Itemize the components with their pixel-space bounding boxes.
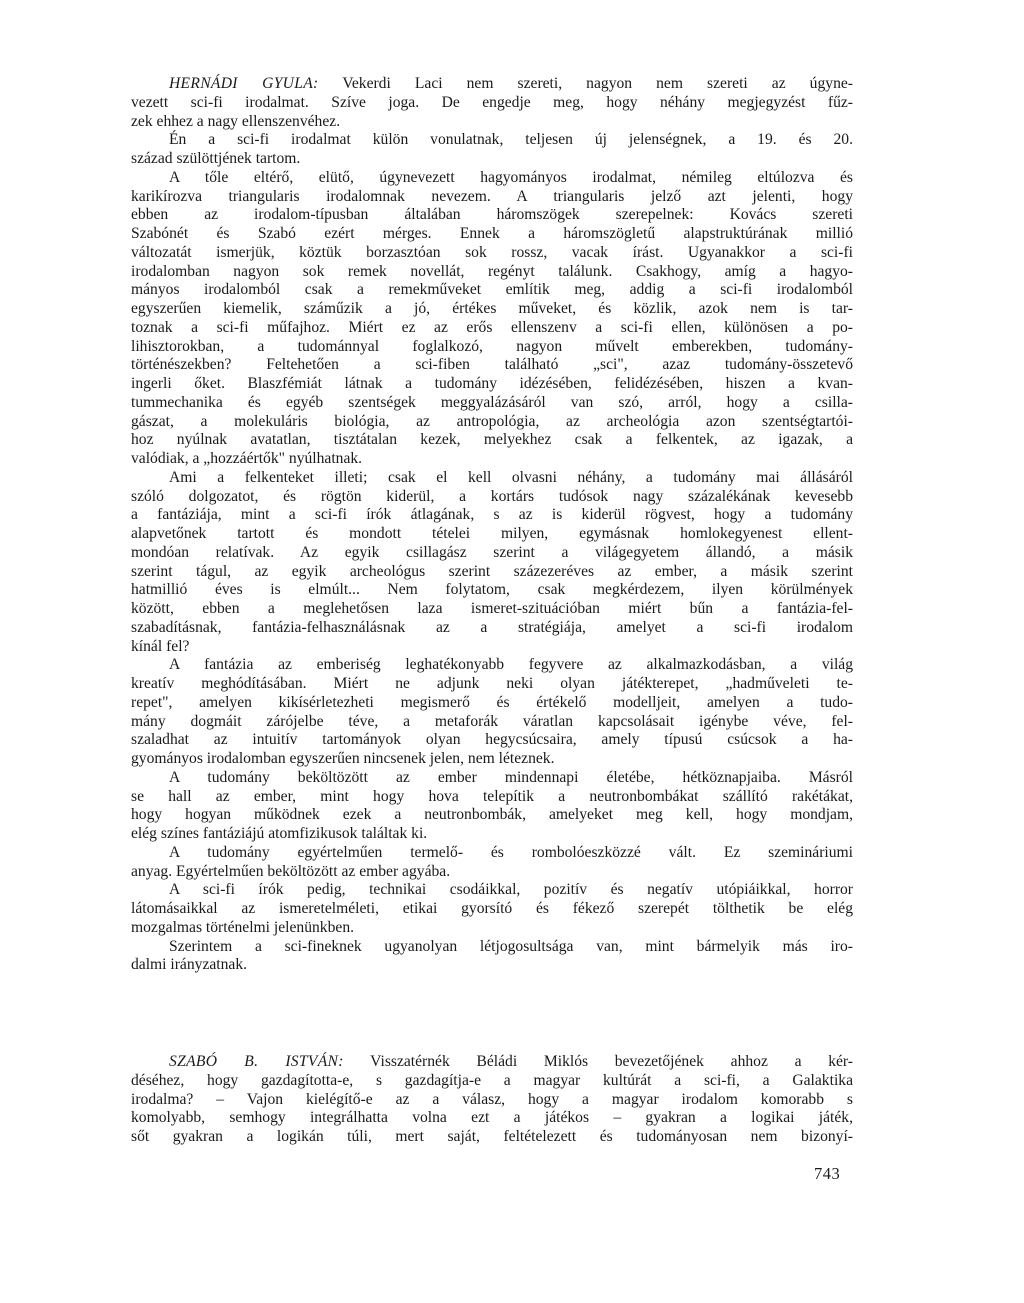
paragraph-line: a fantáziája, mint a sci-fi írók átlagának, s az is kiderül rögvest, hogy a tudomány [131, 506, 853, 524]
paragraph-line: A tőle eltérő, elütő, úgynevezett hagyományos irodalmat, némileg eltúlozva és [169, 168, 853, 186]
paragraph-line: egyszerűen kiemelik, száműzik a jó, értékes műveket, és közlik, azok nem is tar- [131, 300, 853, 317]
paragraph-line: kreatív meghódításában. Miért ne adjunk neki olyan játékterepet, „hadműveleti te- [131, 675, 853, 692]
paragraph-line: mozgalmas történelmi jelenünkben. [131, 918, 355, 936]
paragraph-line: mányos irodalomból csak a remekműveket említik meg, addig a sci-fi irodalomból [131, 281, 853, 299]
paragraph-line: ebben az irodalom-típusban általában háromszögek szerepelnek: Kovács szereti [131, 206, 853, 224]
paragraph-line: mány dogmáit zárójelbe téve, a metaforák váratlan kapcsolásait igénybe véve, fel- [131, 712, 853, 730]
paragraph-line: látomásaikkal az ismeretelméleti, etikai gyorsító és fékező szerepét tölthetik be elég [131, 900, 853, 917]
paragraph-line: szaladhat az intuitív tartományok olyan hegycsúcsaira, amely típusú csúcsok a ha- [131, 731, 853, 749]
paragraph-line: alapvetőnek tartott és mondott tételei milyen, egymásnak homlokegyenest ellent- [131, 525, 853, 542]
paragraph-line: változatát ismerjük, köztük borzasztóan sok rossz, vacak írást. Ugyanakkor a sci-fi [131, 243, 853, 261]
paragraph-line: SZABÓ B. ISTVÁN: Visszatérnék Béládi Miklós bevezetőjének ahhoz a kér- [169, 1053, 853, 1070]
paragraph-line: elég színes fantáziájú atomfizikusok találtak ki. [131, 825, 428, 842]
paragraph-line: Szerintem a sci-fineknek ugyanolyan létjogosultsága van, mint bármelyik más iro- [169, 937, 853, 955]
paragraph-line: szóló dolgozatot, és rögtön kiderül, a kortárs tudósok nagy százalékának kevesebb [131, 487, 853, 505]
paragraph-line: A sci-fi írók pedig, technikai csodáikkal, pozitív és negatív utópiáikkal, horror [169, 881, 853, 899]
paragraph-line: kínál fel? [131, 637, 190, 655]
paragraph-line: sőt gyakran a logikán túli, mert saját, feltételezett és tudományosan nem bizonyí- [131, 1128, 853, 1145]
paragraph-line: HERNÁDI GYULA: Vekerdi Laci nem szereti, nagyon nem szereti az úgyne- [169, 75, 853, 92]
paragraph-line: karikírozva triangularis irodalomnak nevezem. A triangularis jelző azt jelenti, hogy [131, 187, 853, 205]
paragraph-line: komolyabb, semhogy integrálhatta volna ezt a játékos – gyakran a logikai játék, [131, 1109, 853, 1127]
paragraph-line: lihisztorokban, a tudománnyal foglalkozó, nagyon művelt emberekben, tudomány- [131, 337, 853, 355]
paragraph-line: között, ebben a meglehetősen laza ismeret-szituációban miért bűn a fantázia-fel- [131, 600, 853, 617]
paragraph-line: ingerli őket. Blaszfémiát látnak a tudomány idézésében, felidézésében, hiszen a kvan- [131, 375, 853, 392]
paragraph-line: tummechanika és egyéb szentségek meggyalázásáról van szó, arról, hogy a csilla- [131, 393, 853, 411]
paragraph-line: A tudomány beköltözött az ember mindennapi életébe, hétköznapjaiba. Másról [169, 768, 853, 786]
paragraph-line: szabadításnak, fantázia-felhasználásnak az a stratégiája, amelyet a sci-fi irodalom [131, 618, 853, 636]
paragraph-line: se hall az ember, mint hogy hova telepítik a neutronbombákat szállító rakétákat, [131, 787, 853, 805]
paragraph-line: déséhez, hogy gazdagította-e, s gazdagítja-e a magyar kultúrát a sci-fi, a Galaktika [131, 1071, 853, 1089]
paragraph-line: történészekben? Feltehetően a sci-fiben található „sci", azaz tudomány-összetevő [131, 356, 853, 374]
paragraph-line: valódiak, a „hozzáértők" nyúlhatnak. [131, 450, 363, 467]
paragraph-line: hatmillió éves is elmúlt... Nem folytatom, csak megkérdezem, ilyen körülmények [131, 581, 853, 599]
paragraph-line: hoz nyúlnak avatatlan, tisztátalan kezek, melyekhez csak a felkentek, az igazak, a [131, 431, 853, 449]
paragraph-line: vezett sci-fi irodalmat. Szíve joga. De engedje meg, hogy néhány megjegyzést fűz- [131, 93, 853, 111]
paragraph-line: gászat, a molekuláris biológia, az antropológia, az archeológia azon szentségtartói- [131, 412, 853, 430]
section-hernadi [131, 75, 853, 975]
section-szabo [131, 1053, 853, 1147]
paragraph-line: A tudomány egyértelműen termelő- és rombolóeszközzé vált. Ez szemináriumi [169, 843, 853, 861]
paragraph-line: anyag. Egyértelműen beköltözött az ember agyába. [131, 862, 451, 880]
paragraph-line: század szülöttjének tartom. [131, 150, 301, 167]
paragraph-line: zek ehhez a nagy ellenszenvéhez. [131, 112, 341, 130]
paragraph-line: dalmi irányzatnak. [131, 956, 248, 974]
paragraph-line: A fantázia az emberiség leghatékonyabb fegyvere az alkalmazkodásban, a világ [169, 656, 853, 674]
paragraph-line: toznak a sci-fi műfajhoz. Miért ez az erős ellenszenv a sci-fi ellen, különösen a po- [131, 318, 853, 336]
speaker-name: SZABÓ B. ISTVÁN: [169, 1053, 344, 1070]
page-number: 743 [814, 1164, 841, 1183]
paragraph-line: repet", amelyen kikísérletezheti megismerő és értékelő modelljeit, amelyen a tudo- [131, 693, 853, 711]
paragraph-line: gyományos irodalomban egyszerűen nincsenek jelen, nem léteznek. [131, 750, 555, 767]
paragraph-line: irodalomban nagyon sok remek novellát, regényt találunk. Csakhogy, amíg a hagyo- [131, 262, 853, 280]
paragraph-line: Ami a felkenteket illeti; csak el kell olvasni néhány, a tudomány mai állásáról [169, 468, 853, 486]
paragraph-line: Szabónét és Szabó ezért mérges. Ennek a háromszögletű alapstruktúrának millió [131, 225, 853, 242]
paragraph-line: irodalma? – Vajon kielégítő-e az a válasz, hogy a magyar irodalom komorabb s [131, 1090, 853, 1108]
speaker-name: HERNÁDI GYULA: [169, 75, 319, 92]
paragraph-line: hogy hogyan működnek ezek a neutronbombák, amelyeket meg kell, hogy mondjam, [131, 806, 853, 824]
paragraph-line: szerint tágul, az egyik archeológus szerint százezeréves az ember, a másik szerint [131, 562, 853, 580]
paragraph-line: mondóan relatívak. Az egyik csillagász szerint a világegyetem állandó, a másik [131, 543, 853, 561]
paragraph-line: Én a sci-fi irodalmat külön vonulatnak, teljesen új jelenségnek, a 19. és 20. [169, 131, 853, 149]
